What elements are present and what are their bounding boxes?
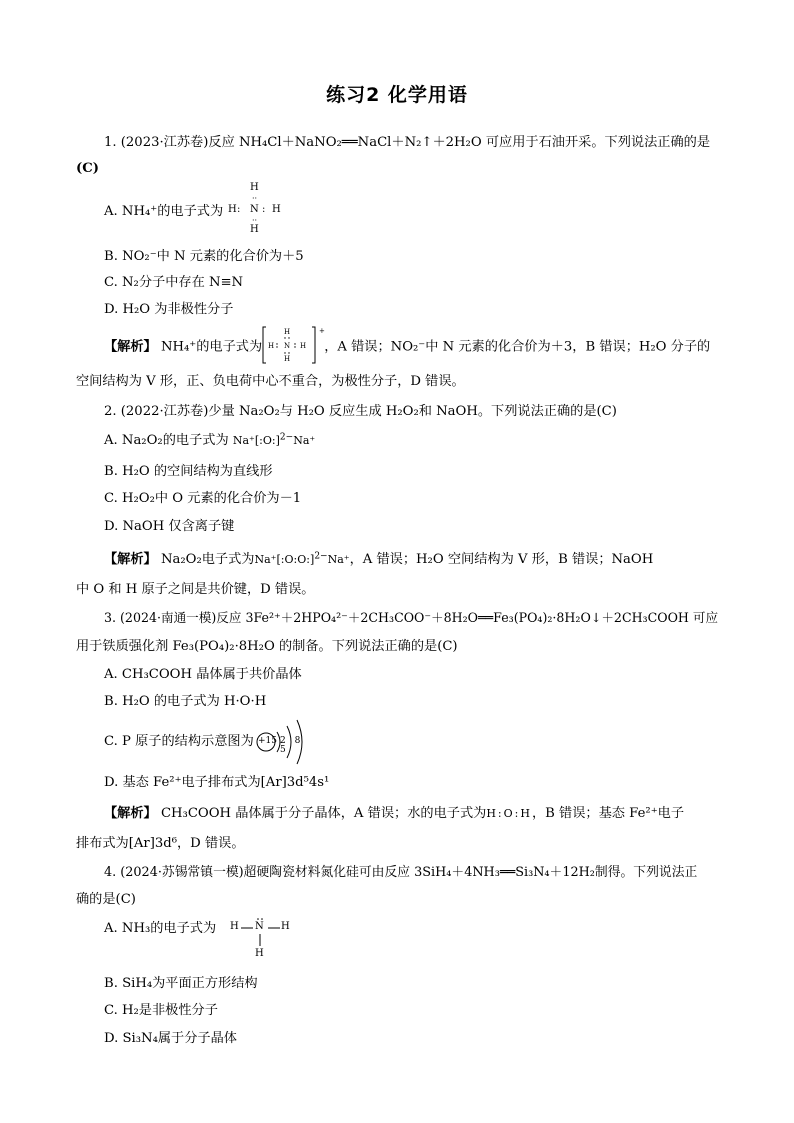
q2-analysis-line-2: 中 O 和 H 原子之间是共价键，D 错误。 — [76, 582, 315, 597]
atom-h: H — [486, 807, 498, 820]
q1-option-a — [104, 205, 223, 218]
nh4-bracket-formula-icon — [262, 325, 324, 365]
page-title: 练习2 化学用语 — [326, 84, 468, 106]
bracket-left: [ — [276, 553, 281, 566]
nucleus-charge: +15 — [258, 736, 277, 746]
q1-option-c: C. N₂分子中存在 N≡N — [104, 275, 244, 290]
atom-h: H — [520, 807, 532, 820]
q3-stem-line-1: 3. (2024·南通一模)反应 3Fe²⁺＋2HPO₄²⁻＋2CH₃COO⁻＋8H₂O══Fe₃(PO₄)₂·8H₂O↓＋2CH₃COOH 可应 — [104, 610, 719, 625]
q1-option-a-text: A. NH₄⁺的电子式为 — [104, 204, 224, 219]
analysis-label: 【解析】 — [104, 552, 157, 567]
bracket-right: ] — [310, 553, 315, 566]
q2-option-b: B. H₂O 的空间结构为直线形 — [104, 464, 273, 479]
q2-option-a-text: A. Na₂O₂的电子式为 — [104, 433, 229, 448]
pair-colon: : — [262, 204, 266, 215]
p-atom-structure-diagram — [255, 718, 315, 766]
na-plus: Na⁺ — [293, 434, 316, 447]
q2-analysis-line-1 — [104, 553, 653, 566]
q4-stem-line-1: 4. (2024·苏锡常镇一模)超硬陶瓷材料氮化硅可由反应 3SiH₄＋4NH₃══Si₃N₄＋12H₂制得。下列说法正 — [104, 865, 698, 880]
q1-analysis-line-2: 空间结构为 V 形，正、负电荷中心不重合，为极性分子，D 错误。 — [76, 374, 465, 389]
atom-o: O — [503, 807, 515, 820]
q3-stem-line-2: 用于铁质强化剂 Fe₃(PO₄)₂·8H₂O 的制备。下列说法正确的是(C) — [76, 639, 458, 654]
pair-colon: : — [497, 807, 504, 820]
atom-n: N — [255, 921, 264, 932]
analysis-label: 【解析】 — [104, 806, 157, 821]
q1-nh4-electron-formula — [228, 183, 288, 238]
na2o2-formula-short — [233, 434, 315, 447]
q3-analysis-line-2: 排布式为[Ar]3d⁶，D 错误。 — [76, 836, 245, 851]
q4-stem-line-2: 确的是(C) — [76, 892, 136, 907]
na-plus: Na⁺ — [327, 553, 350, 566]
pair-colon: : — [514, 807, 521, 820]
atom-h-bottom: H — [250, 224, 259, 235]
q1-analysis-line-1 — [104, 327, 711, 363]
analysis-label: 【解析】 — [104, 339, 157, 355]
q4-option-b: B. SiH₄为平面正方形结构 — [104, 976, 258, 991]
q1-analysis-text-a: NH₄⁺的电子式为 — [160, 339, 263, 355]
charge: 2− — [314, 551, 328, 562]
svg-text:H: H — [284, 328, 291, 336]
pair-colon: : — [237, 204, 241, 215]
svg-text:N: N — [284, 342, 291, 350]
q2-analysis-text-a: Na₂O₂电子式为 — [160, 552, 255, 567]
bracket-left: [ — [254, 434, 260, 447]
charge: 2− — [279, 432, 294, 443]
electron-shells: 2 8 5 — [280, 736, 304, 755]
atom-o: O — [297, 553, 307, 566]
atom-h-bottom: H — [255, 948, 264, 959]
atom-h-top: H — [250, 182, 259, 193]
q3-option-c-text: C. P 原子的结构示意图为 — [104, 734, 254, 749]
q1-option-d: D. H₂O 为非极性分子 — [104, 302, 234, 317]
q2-option-a — [104, 434, 315, 447]
svg-text:H: H — [284, 355, 291, 363]
pair-colon: : — [306, 553, 311, 566]
q4-option-a — [104, 922, 216, 935]
q2-option-d: D. NaOH 仅含离子键 — [104, 519, 235, 534]
q2-analysis-text-b: ，A 错误；H₂O 空间结构为 V 形，B 错误；NaOH — [349, 552, 654, 567]
q1-option-b: B. NO₂⁻中 N 元素的化合价为＋5 — [104, 249, 304, 264]
q3-option-d: D. 基态 Fe²⁺电子排布式为[Ar]3d⁵4s¹ — [104, 775, 330, 790]
nh3-electron-formula — [230, 913, 292, 963]
svg-text:H: H — [300, 342, 307, 350]
na-plus: Na⁺ — [232, 434, 255, 447]
q1-stem-line-2: (C) — [76, 161, 99, 176]
svg-text:H: H — [268, 342, 275, 350]
atom-h-right: H — [281, 921, 290, 932]
q4-option-a-text: A. NH₃的电子式为 — [104, 921, 217, 936]
atom-o: O — [284, 553, 294, 566]
pair-dots-bottom: ·· — [252, 216, 258, 225]
atom-h-left: H — [230, 921, 239, 932]
pair-colon: : — [259, 434, 263, 447]
atom-o: O — [262, 434, 272, 447]
q3-option-c — [104, 735, 254, 748]
atom-h-right: H — [272, 204, 281, 215]
q4-option-d: D. Si₃N₄属于分子晶体 — [104, 1031, 237, 1046]
pair-colon: : — [271, 434, 276, 447]
pair-dots-top: ·· — [252, 194, 258, 203]
q3-option-a: A. CH₃COOH 晶体属于共价晶体 — [104, 667, 302, 682]
svg-text:+: + — [319, 327, 326, 335]
pair-colon: : — [280, 553, 285, 566]
atom-n: N — [250, 204, 259, 215]
q1-analysis-bracket-formula — [262, 327, 326, 363]
q2-stem: 2. (2022·江苏卷)少量 Na₂O₂与 H₂O 反应生成 H₂O₂和 NaOH。下列说法正确的是(C) — [104, 404, 617, 419]
q3-analysis-text-a: CH₃COOH 晶体属于分子晶体，A 错误；水的电子式为 — [160, 806, 487, 821]
h2o-electron-formula — [486, 807, 532, 820]
atom-h-left: H — [228, 204, 237, 215]
pair-colon: : — [293, 553, 298, 566]
q2-option-c: C. H₂O₂中 O 元素的化合价为－1 — [104, 491, 302, 506]
na2o2-formula-full — [255, 553, 350, 566]
q3-analysis-text-b: ，B 错误；基态 Fe²⁺电子 — [531, 806, 685, 821]
q1-stem-line-1: 1. (2023·江苏卷)反应 NH₄Cl＋NaNO₂══NaCl＋N₂↑＋2H₂O 可应用于石油开采。下列说法正确的是 — [104, 135, 711, 150]
q3-option-b: B. H₂O 的电子式为 H·O·H — [104, 694, 267, 709]
bracket-right: ] — [275, 434, 280, 447]
q3-analysis-line-1 — [104, 807, 684, 820]
na-plus: Na⁺ — [254, 553, 277, 566]
q1-analysis-text-b: ，A 错误；NO₂⁻中 N 元素的化合价为＋3，B 错误；H₂O 分子的 — [324, 339, 711, 355]
q4-option-c: C. H₂是非极性分子 — [104, 1003, 218, 1018]
